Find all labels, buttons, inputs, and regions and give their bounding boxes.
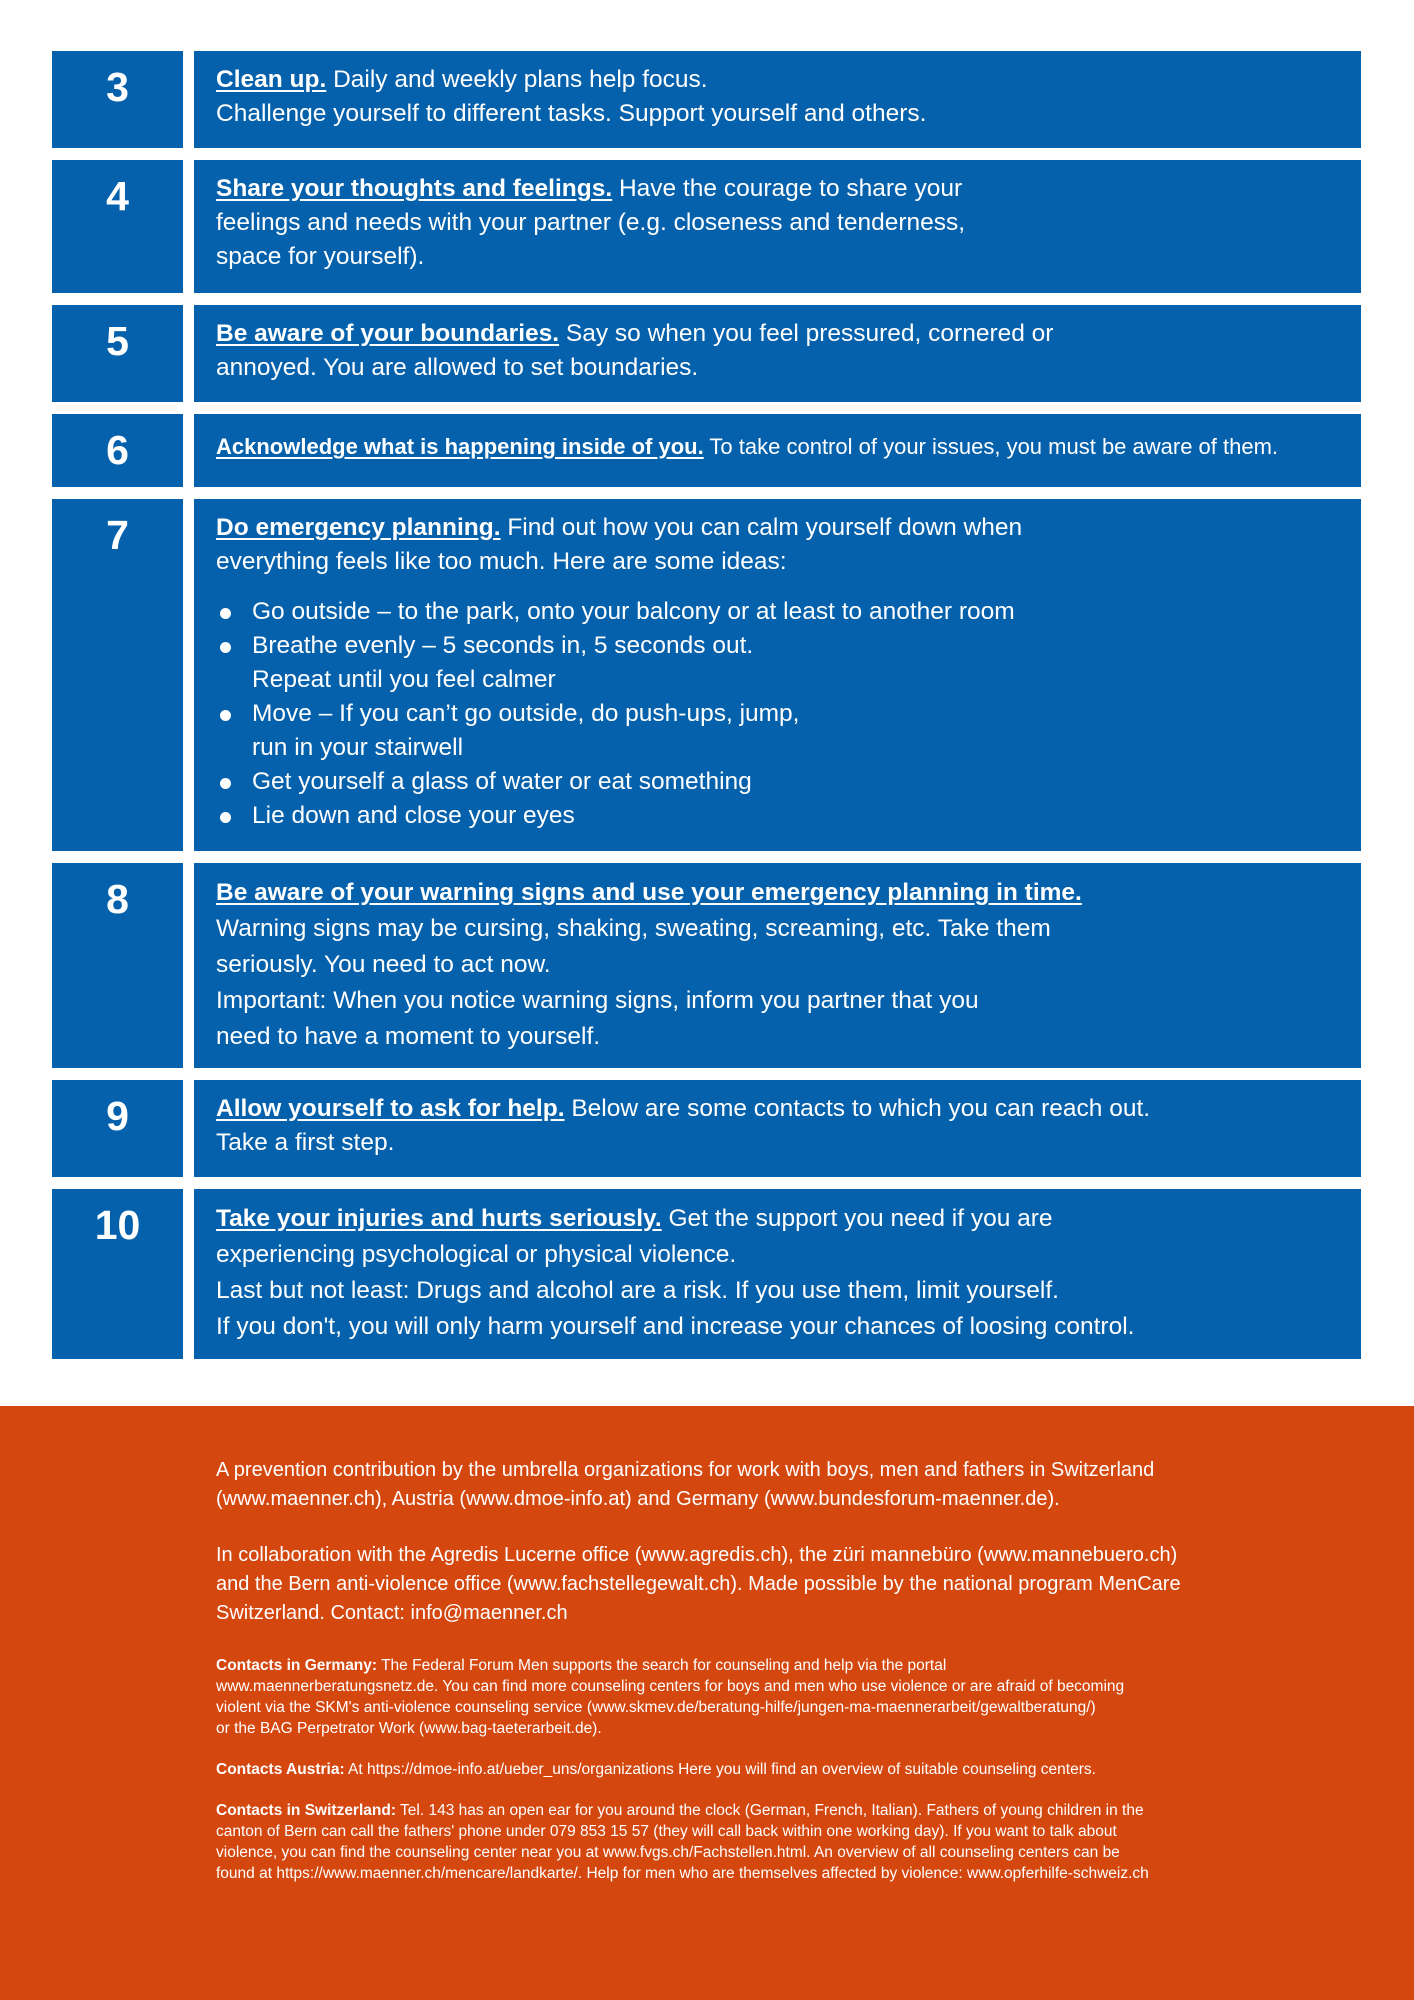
tip-number: 8 <box>52 863 183 1068</box>
tip-number: 6 <box>52 414 183 487</box>
tip-heading: Do emergency planning. <box>216 514 501 541</box>
tip-row <box>52 1080 1361 1177</box>
tip-number: 7 <box>52 499 183 851</box>
footer-collaboration: In collaboration with the Agredis Lucerne office (www.agredis.ch), the züri mannebüro (www.mannebuero.ch) and the Bern anti-violence office (www.fachstellegewalt.ch). Made possible by the national program MenCare Switzerland. Contact: info@maenner.ch <box>216 1544 1181 1624</box>
tip-text: Take your injuries and hurts seriously. Get the support you need if you are experiencing psychological or physical violence. Last but not least: Drugs and alcohol are a risk. If you use them, limit yourself. If you don't, you will only harm yourself and increase your chances of loosing control. <box>194 1189 1361 1359</box>
tip-heading: Allow yourself to ask for help. <box>216 1095 565 1122</box>
footer <box>0 1406 1414 2000</box>
tip-row <box>52 51 1361 148</box>
ideas-list <box>216 595 1341 833</box>
list-item: Move – If you can’t go outside, do push-ups, jump, run in your stairwell <box>216 697 1341 765</box>
tip-heading: Be aware of your boundaries. <box>216 320 560 347</box>
tip-number: 10 <box>52 1189 183 1359</box>
tip-text: Share your thoughts and feelings. Have the courage to share your feelings and needs with your partner (e.g. closeness and tenderness, space for yourself). <box>194 160 1361 293</box>
tip-number: 3 <box>52 51 183 148</box>
footer-intro: A prevention contribution by the umbrella organizations for work with boys, men and fathers in Switzerland (www.maenner.ch), Austria (www.dmoe-info.at) and Germany (www.bundesforum-maenner.de). <box>216 1459 1155 1510</box>
tip-row <box>52 1189 1361 1359</box>
tip-heading: Take your injuries and hurts seriously. <box>216 1205 662 1232</box>
tip-row <box>52 414 1361 487</box>
tip-row <box>52 863 1361 1068</box>
tip-heading: Acknowledge what is happening inside of you. <box>216 434 704 459</box>
tip-heading: Be aware of your warning signs and use your emergency planning in time. <box>216 879 1082 906</box>
list-item: Lie down and close your eyes <box>216 799 1341 833</box>
list-item: Get yourself a glass of water or eat something <box>216 765 1341 799</box>
tip-number: 5 <box>52 305 183 402</box>
tip-number: 9 <box>52 1080 183 1177</box>
contacts-germany: Contacts in Germany: The Federal Forum Men supports the search for counseling and help via the portal www.maennerberatungsnetz.de. You can find more counseling centers for boys and men who use violence or are afraid of becoming violent via the SKM's anti-violence counseling service (www.skmev.de/beratung-hilfe/jungen-ma-maennerarbeit/gewaltberatung/) or the BAG Perpetrator Work (www.bag-taeterarbeit.de). <box>216 1657 1125 1737</box>
tip-row <box>52 160 1361 293</box>
tip-text: Be aware of your boundaries. Say so when you feel pressured, cornered or annoyed. You are allowed to set boundaries. <box>194 305 1361 402</box>
tip-row <box>52 499 1361 851</box>
tip-text: Do emergency planning. Find out how you can calm yourself down when everything feels like too much. Here are some ideas: Go outside – to the park, onto your balcony or at least to another room Breathe evenly – 5 seconds in, 5 seconds out. Repeat until you feel calmer Move – If you can’t go outside, do push-ups, jump, run in your stairwell Get yourself a glass of water or eat something Lie down and close your eyes <box>194 499 1361 851</box>
tip-number: 4 <box>52 160 183 293</box>
tip-heading: Clean up. <box>216 66 327 93</box>
contacts-austria: Contacts Austria: At https://dmoe-info.at/ueber_uns/organizations Here you will find an overview of suitable counseling centers. <box>216 1761 1096 1778</box>
contacts-switzerland: Contacts in Switzerland: Tel. 143 has an open ear for you around the clock (German, French, Italian). Fathers of young children in the canton of Bern can call the fathers' phone under 079 853 15 57 (they will call back within one working day). If you want to talk about violence, you can find the counseling center near you at www.fvgs.ch/Fachstellen.html. An overview of all counseling centers can be found at https://www.maenner.ch/mencare/landkarte/. Help for men who are themselves affected by violence: www.opferhilfe-schweiz.ch <box>216 1802 1149 1882</box>
tip-row <box>52 305 1361 402</box>
tip-text: Be aware of your warning signs and use your emergency planning in time. Warning signs may be cursing, shaking, sweating, screaming, etc. Take them seriously. You need to act now. Important: When you notice warning signs, inform you partner that you need to have a moment to yourself. <box>194 863 1361 1068</box>
tip-text: Allow yourself to ask for help. Below are some contacts to which you can reach out. Take a first step. <box>194 1080 1361 1177</box>
tip-heading: Share your thoughts and feelings. <box>216 175 613 202</box>
list-item: Breathe evenly – 5 seconds in, 5 seconds out. Repeat until you feel calmer <box>216 629 1341 697</box>
tips-list <box>52 51 1361 1371</box>
list-item: Go outside – to the park, onto your balcony or at least to another room <box>216 595 1341 629</box>
tip-text: Acknowledge what is happening inside of you. To take control of your issues, you must be aware of them. <box>194 414 1361 487</box>
tip-text: Clean up. Daily and weekly plans help focus. Challenge yourself to different tasks. Support yourself and others. <box>194 51 1361 148</box>
